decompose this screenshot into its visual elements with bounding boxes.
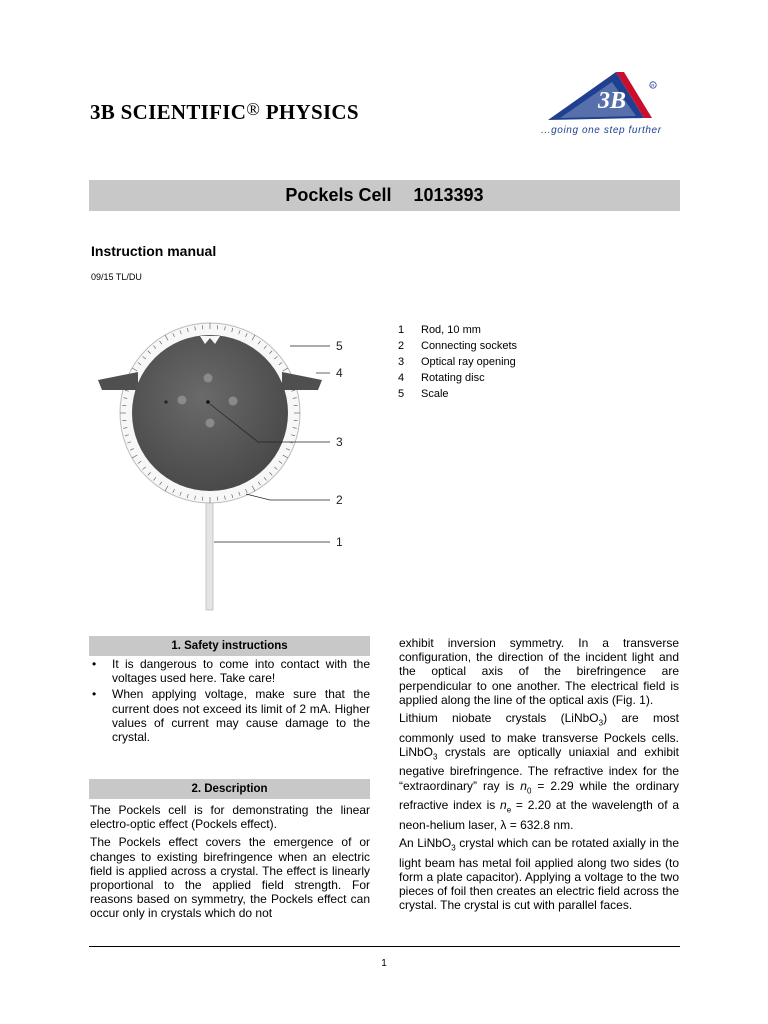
rotating-disc (132, 335, 288, 491)
legend-num: 5 (398, 388, 405, 400)
callout-3: 3 (336, 435, 343, 449)
callout-4: 4 (336, 366, 343, 380)
legend-label: Connecting sockets (421, 340, 517, 352)
legend-num: 4 (398, 372, 405, 384)
list-item: • When applying voltage, make sure that the current does not exceed its limit of 2 mA. Higher values of current may cause damage to the crystal. (92, 687, 370, 745)
legend-num: 3 (398, 356, 405, 368)
section-heading-safety: 1. Safety instructions (89, 636, 370, 656)
manual-heading: Instruction manual (91, 243, 217, 259)
footer-rule (89, 946, 680, 947)
paragraph: Lithium niobate crystals (LiNbO$_3$) are most commonly used to make transverse Pockels cells. LiNbO$_3$ crystals are optically uniaxial and exhibit negative birefringence. The refractive index for the “extraordinary” ray is $n_0 = 2.29$ while the ordinary refractive index is $n_e = 2.20$ at the wavelength of a neon-helium laser, λ = 632.8 nm. (399, 711, 680, 832)
legend-label: Rotating disc (421, 372, 485, 384)
registered-mark: ® (246, 99, 261, 119)
product-name: Pockels Cell (285, 185, 392, 205)
parts-legend (398, 322, 517, 402)
page-number: 1 (381, 958, 387, 969)
ray-opening (206, 400, 210, 404)
paragraph: An LiNbO$_3$ crystal which can be rotated axially in the light beam has metal foil applied along two sides (to form a plate capacitor). Applying a voltage to the two pieces of foil then creates an electric field across the crystal. The crystal is cut with parallel faces. (399, 836, 679, 913)
bullet-text: It is dangerous to come into contact with the voltages used here. Take care! (112, 657, 370, 686)
rod (206, 488, 213, 610)
legend-item (398, 370, 517, 386)
bullet-text: When applying voltage, make sure that the current does not exceed its limit of 2 mA. Higher values of current may cause damage to the crystal. (112, 687, 370, 745)
legend-item (398, 322, 517, 338)
legend-label: Optical ray opening (421, 356, 516, 368)
device-photo (90, 318, 360, 618)
brand-name: 3B SCIENTIFIC (90, 100, 247, 124)
document-code: 09/15 TL/DU (91, 272, 142, 282)
title-bar (89, 180, 680, 211)
paragraph: The Pockels cell is for demonstrating the linear electro-optic effect (Pockels effect). (90, 803, 370, 832)
svg-text:R: R (651, 83, 655, 88)
legend-item (398, 338, 517, 354)
section-heading-description: 2. Description (89, 779, 370, 799)
description-text (90, 803, 370, 925)
catalog-number: 1013393 (413, 185, 484, 205)
brand-title (90, 100, 359, 125)
list-item: • It is dangerous to come into contact with the voltages used here. Take care! (92, 657, 370, 686)
legend-num: 2 (398, 340, 405, 352)
legend-label: Rod, 10 mm (421, 324, 481, 336)
legend-item (398, 354, 517, 370)
legend-label: Scale (421, 388, 449, 400)
paragraph: exhibit inversion symmetry. In a transverse configuration, the direction of the incident light and the optical axis of the birefringence are perpendicular to one another. The electrical field is applied along the line of the optical axis (Fig. 1). (399, 636, 679, 707)
callout-2: 2 (336, 493, 343, 507)
right-column-text (399, 636, 679, 916)
callout-1: 1 (336, 535, 343, 549)
left-arm (98, 372, 138, 390)
callout-5: 5 (336, 339, 343, 353)
tagline: ...going one step further (541, 125, 662, 136)
legend-item (398, 386, 517, 402)
right-arm (282, 372, 322, 390)
logo-text: 3B (598, 88, 627, 114)
brand-physics: PHYSICS (265, 100, 359, 124)
legend-num: 1 (398, 324, 405, 336)
paragraph: The Pockels effect covers the emergence of or changes to existing birefringence when an electric field is applied across a crystal. The effect is linearly proportional to the applied field strength. For reasons based on symmetry, the Pockels effect can occur only in crystals which do not (90, 835, 370, 921)
safety-list (90, 657, 370, 746)
